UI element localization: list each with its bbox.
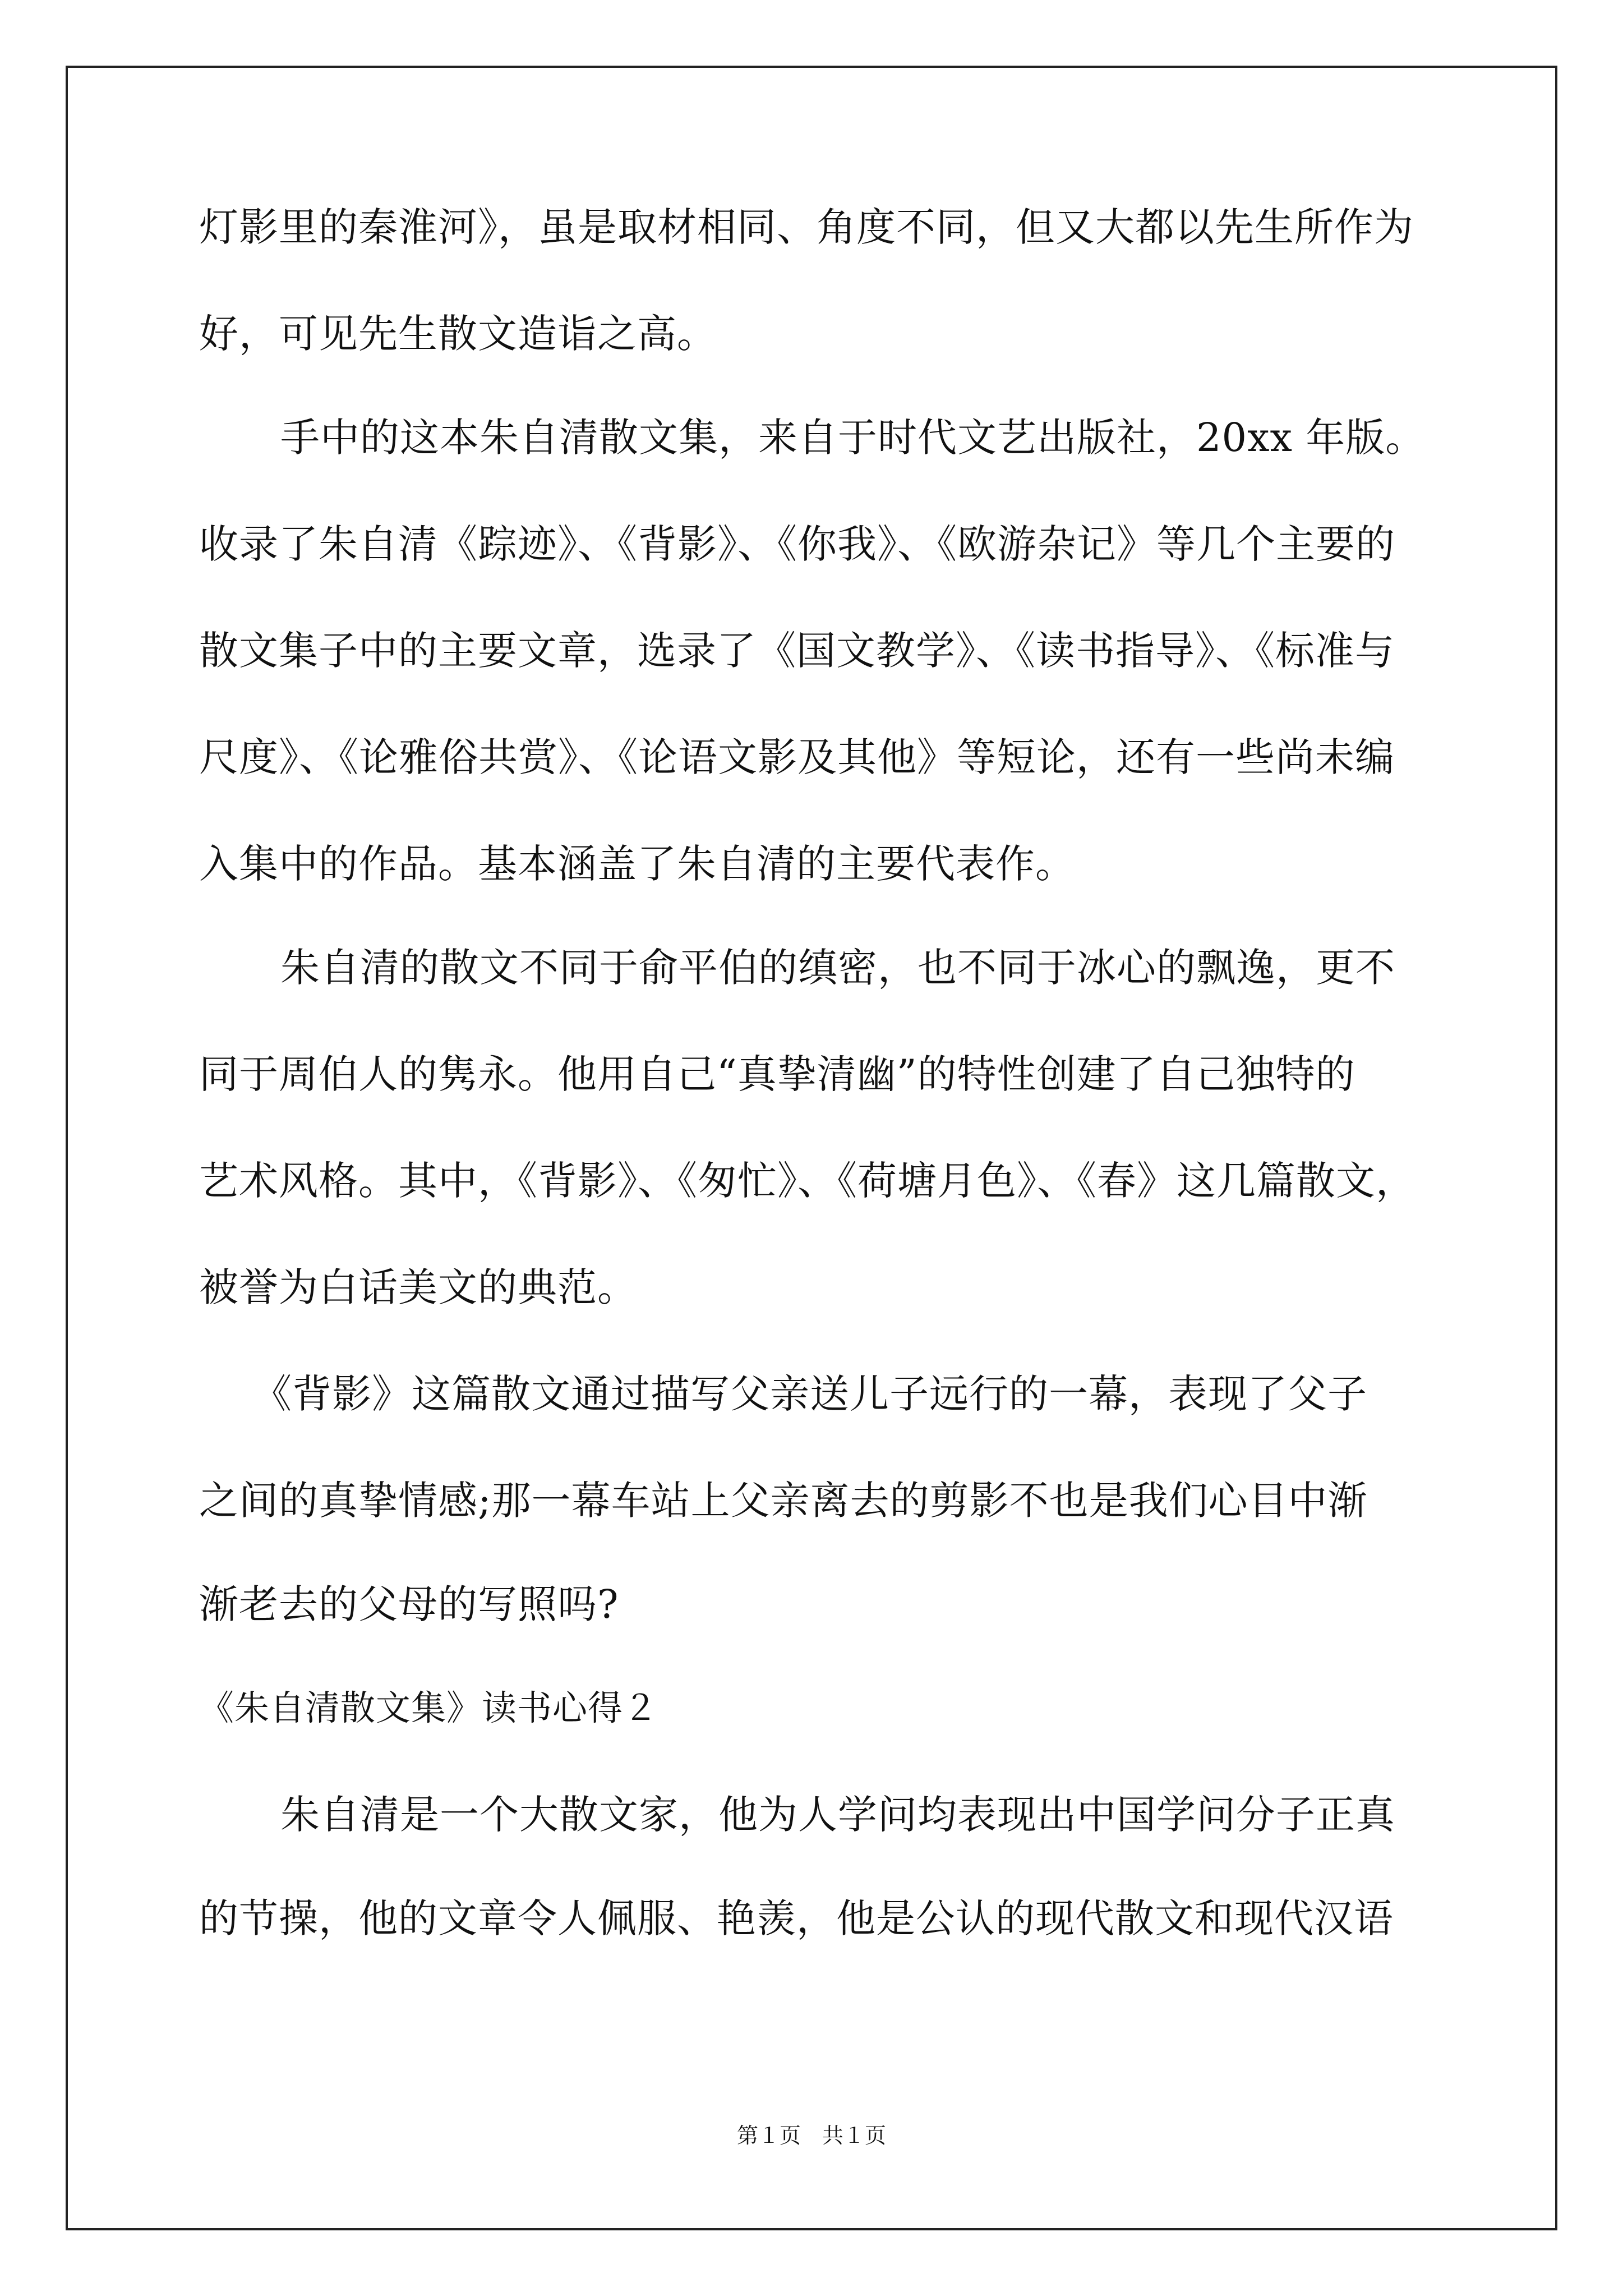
- body-line: 渐老去的父母的写照吗?: [199, 1581, 619, 1627]
- paragraph-first-line: 朱自清是一个大散文家，他为人学问均表现出中国学问分子正真: [280, 1792, 1395, 1838]
- body-line: 的节操，他的文章令人佩服、艳羡，他是公认的现代散文和现代汉语: [199, 1895, 1394, 1941]
- body-line: 好，可见先生散文造诣之高。: [199, 311, 717, 357]
- body-line: 收录了朱自清《踪迹》、《背影》、《你我》、《欧游杂记》等几个主要的: [199, 521, 1395, 567]
- section-heading: 《朱自清散文集》读书心得２: [199, 1687, 659, 1728]
- body-line: 之间的真挚情感;那一幕车站上父亲离去的剪影不也是我们心目中渐: [199, 1478, 1368, 1524]
- body-line: 入集中的作品。基本涵盖了朱自清的主要代表作。: [199, 841, 1075, 887]
- paragraph-first-line: 朱自清的散文不同于俞平伯的缜密，也不同于冰心的飘逸，更不: [280, 945, 1395, 991]
- paragraph-first-line: 手中的这本朱自清散文集，来自于时代文艺出版社，20xx 年版。: [280, 415, 1426, 461]
- body-line: 艺术风格。其中，《背影》、《匆忙》、《荷塘月色》、《春》这几篇散文，: [199, 1158, 1415, 1204]
- body-line: 灯影里的秦淮河》，虽是取材相同、角度不同，但又大都以先生所作为: [199, 204, 1414, 250]
- body-line: 散文集子中的主要文章，选录了《国文教学》、《读书指导》、《标准与: [199, 628, 1395, 674]
- paragraph-first-line: 《背影》这篇散文通过描写父亲送儿子远行的一幕，表现了父子: [252, 1371, 1367, 1417]
- body-line: 被誉为白话美文的典范。: [199, 1264, 637, 1310]
- body-line: 同于周伯人的隽永。他用自己“真挚清幽”的特性创建了自己独特的: [199, 1051, 1355, 1097]
- body-line: 尺度》、《论雅俗共赏》、《论语文影及其他》等短论，还有一些尚未编: [199, 734, 1395, 780]
- page-footer: 第１页 共１页: [736, 2123, 886, 2148]
